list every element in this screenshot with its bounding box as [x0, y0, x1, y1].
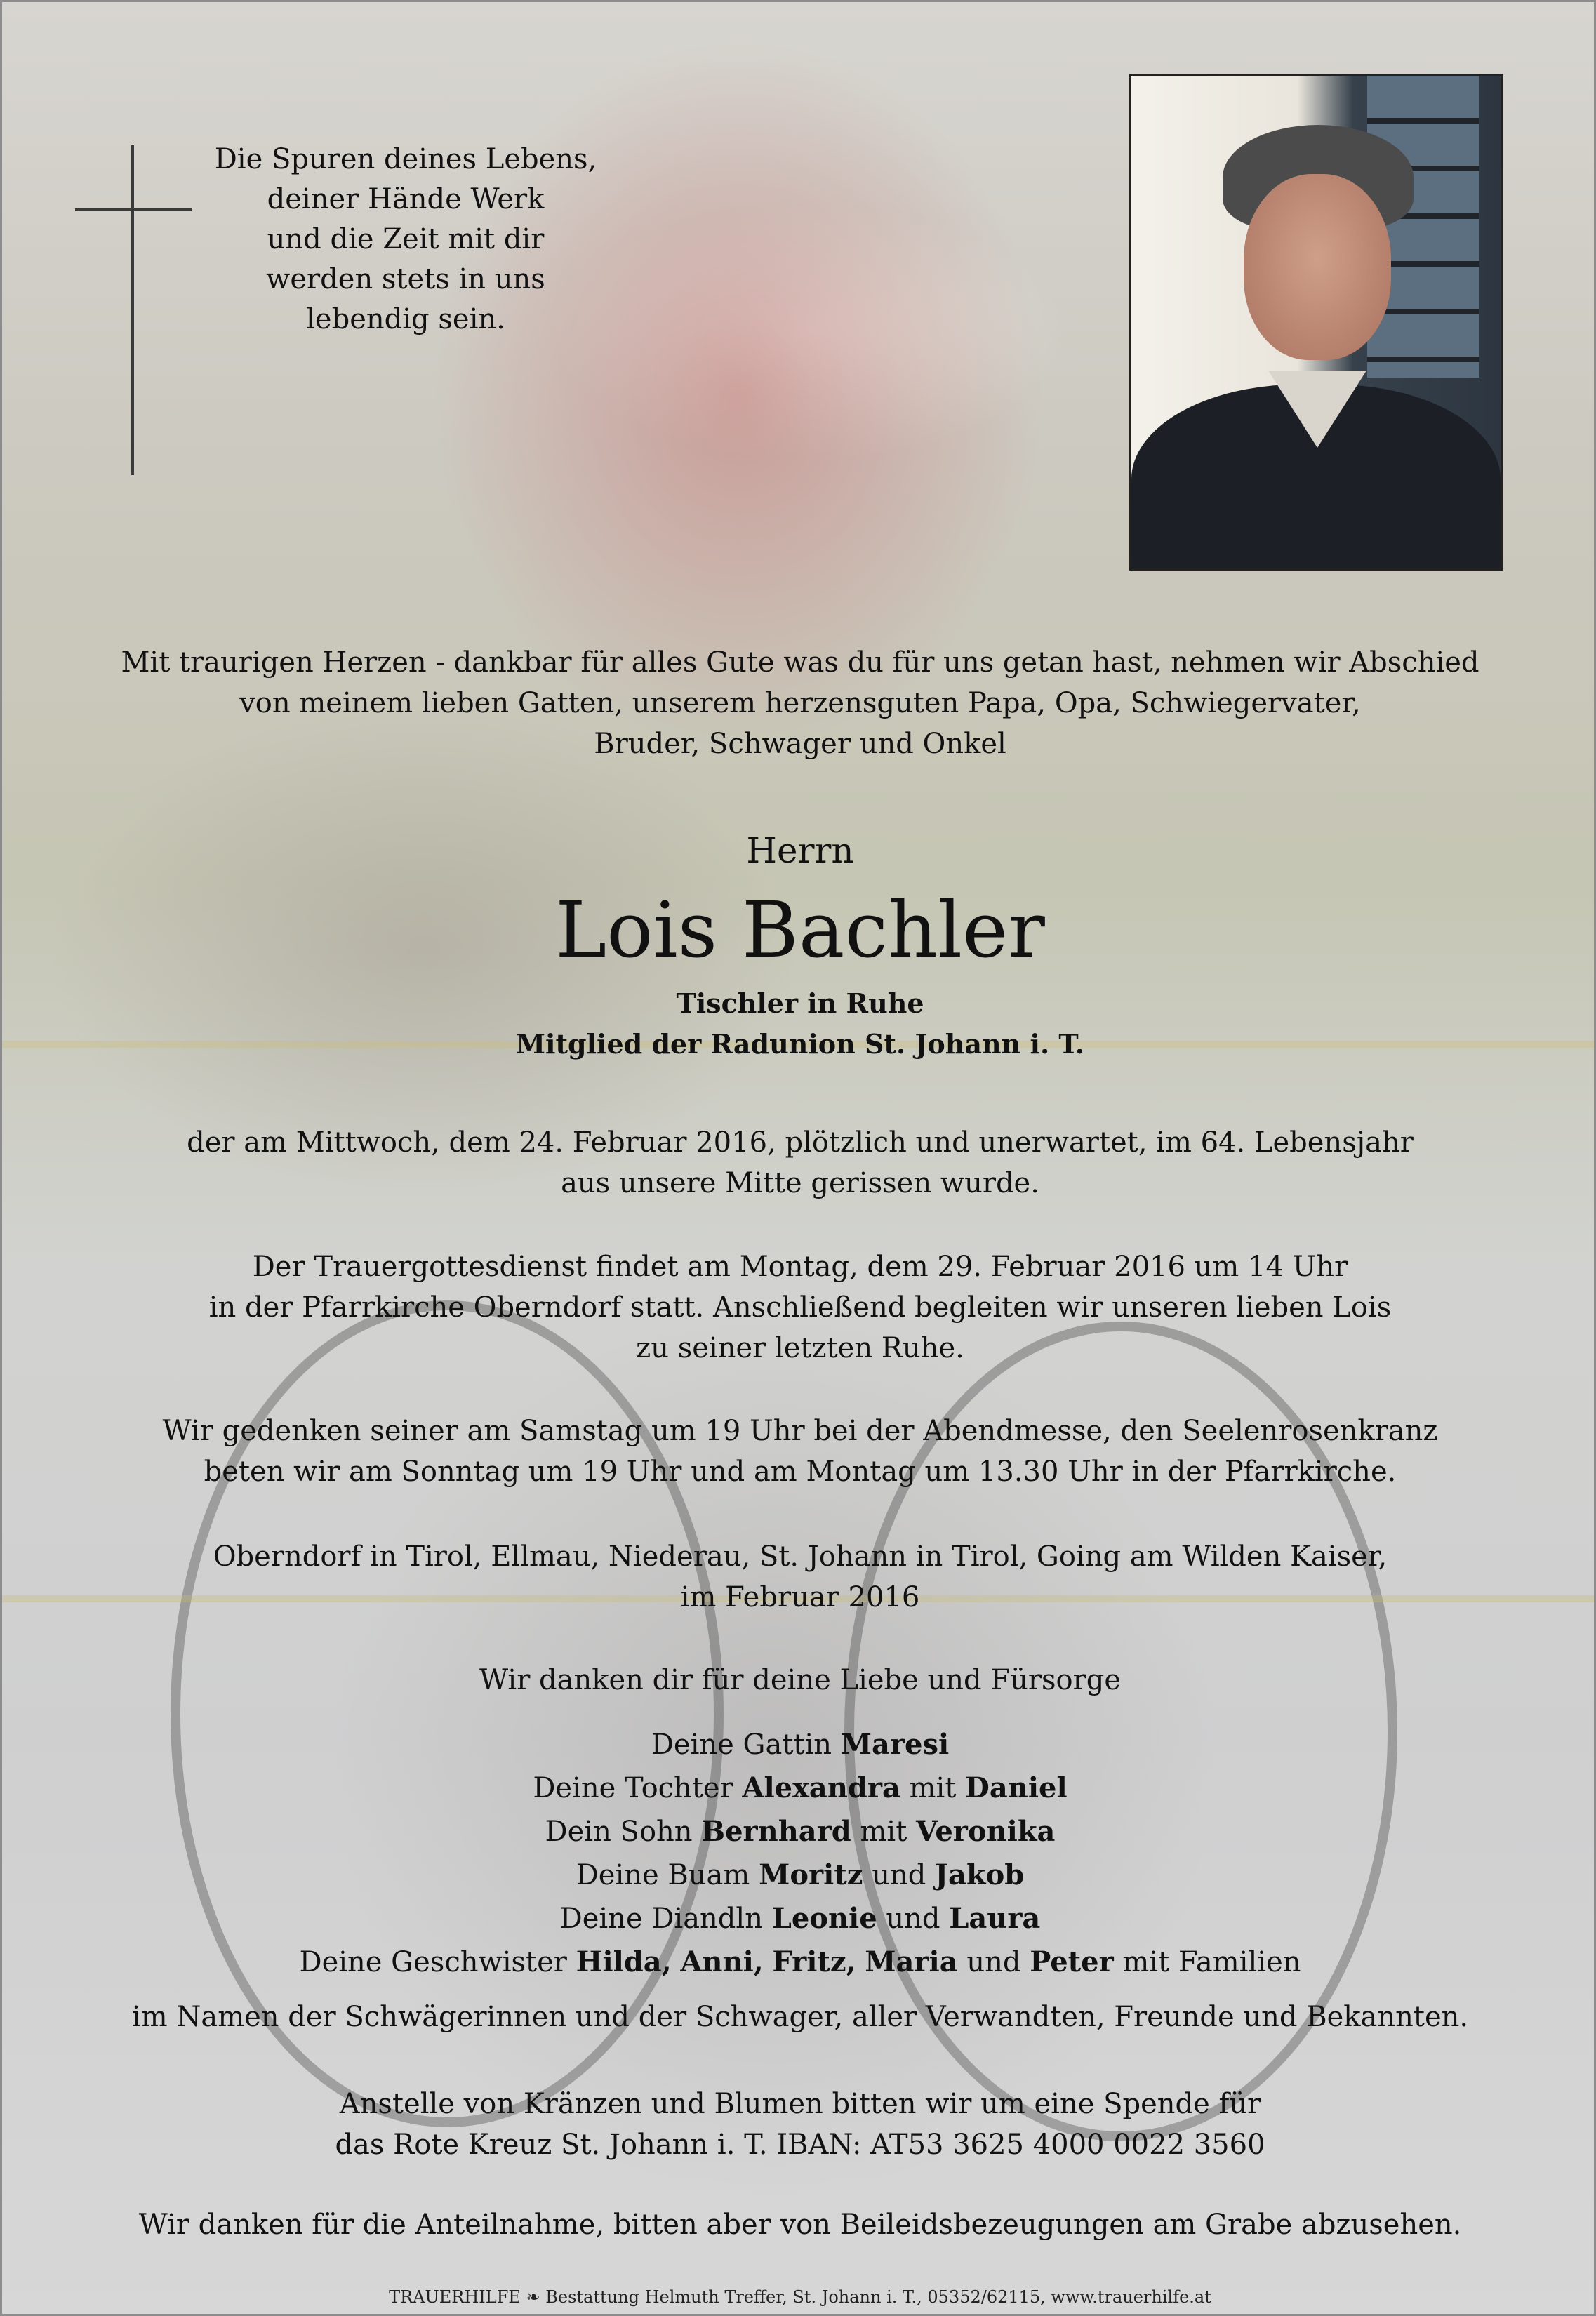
family-separator: mit — [851, 1816, 916, 1848]
poem-line: werden stets in uns — [266, 263, 545, 295]
place-line: Oberndorf in Tirol, Ellmau, Niederau, St. Johann in Tirol, Going am Wilden Kaiser, — [213, 1540, 1388, 1573]
family-member-name: Bernhard — [701, 1815, 851, 1848]
service-line: in der Pfarrkirche Oberndorf statt. Anschließend begleiten wir unseren lieben Lois — [208, 1291, 1392, 1324]
death-line: der am Mittwoch, dem 24. Februar 2016, plötzlich und unerwartet, im 64. Lebensjahr — [187, 1126, 1414, 1159]
family-member-name: Jakob — [935, 1858, 1025, 1891]
family-line — [2, 1941, 1596, 1984]
family-relation: Deine Gattin — [651, 1729, 832, 1761]
family-member-name: Hilda, — [576, 1945, 672, 1978]
family-member-name: Alexandra — [742, 1771, 900, 1804]
prayer-line: beten wir am Sonntag um 19 Uhr und am Montag um 13.30 Uhr in der Pfarrkirche. — [204, 1456, 1397, 1488]
family-relation: Dein Sohn — [545, 1816, 693, 1848]
family-relation: Deine Tochter — [533, 1772, 733, 1804]
poem-line: lebendig sein. — [306, 303, 505, 335]
family-member-name: Laura — [949, 1902, 1041, 1935]
cross-icon — [131, 145, 134, 475]
death-line: aus unsere Mitte gerissen wurde. — [561, 1167, 1039, 1199]
family-relation: Deine Geschwister — [299, 1946, 567, 1978]
deceased-name: Lois Bachler — [555, 885, 1045, 975]
portrait-photo — [1129, 74, 1503, 571]
donation-line: das Rote Kreuz St. Johann i. T. IBAN: AT53 3625 4000 0022 3560 — [335, 2129, 1265, 2161]
footer — [2, 2287, 1596, 2307]
death-notice — [2, 1122, 1596, 1204]
family-line — [2, 1810, 1596, 1854]
intro-line: Mit traurigen Herzen - dankbar für alles Gute was du für uns getan hast, nehmen wir Abschied — [121, 646, 1479, 679]
family-relation: Deine Buam — [576, 1859, 750, 1891]
membership: Mitglied der Radunion St. Johann i. T. — [515, 1028, 1085, 1060]
poem-line: und die Zeit mit dir — [267, 223, 545, 255]
family-member-name: Maresi — [840, 1728, 950, 1761]
family-separator: und — [957, 1946, 1030, 1978]
family-line — [2, 1897, 1596, 1941]
family-member-name: Peter — [1030, 1945, 1114, 1978]
family-member-name: Moritz — [759, 1858, 863, 1891]
family-member-name: Leonie — [771, 1902, 877, 1935]
family-line — [2, 1723, 1596, 1766]
donation-notice — [2, 2084, 1596, 2165]
family-separator: mit — [900, 1772, 966, 1804]
portrait-face — [1244, 174, 1391, 360]
donation-line: Anstelle von Kränzen und Blumen bitten wir um eine Spende für — [339, 2088, 1261, 2120]
family-member-name: Anni, — [680, 1945, 764, 1978]
footer-logo-icon: ❧ — [526, 2287, 540, 2307]
family-member-name: Daniel — [965, 1771, 1068, 1804]
place-date — [2, 1536, 1596, 1618]
family-separator — [856, 1946, 865, 1978]
closing-line: Wir danken für die Anteilnahme, bitten aber von Beileidsbezeugungen am Grabe abzusehen. — [138, 2209, 1462, 2241]
cross-icon-bar — [75, 208, 192, 211]
intro-text — [2, 642, 1596, 764]
prayer-line: Wir gedenken seiner am Samstag um 19 Uhr bei der Abendmesse, den Seelenrosenkranz — [162, 1415, 1438, 1447]
thanks-love: Wir danken dir für deine Liebe und Fürsorge — [479, 1664, 1121, 1696]
family-member-name: Fritz, — [772, 1945, 856, 1978]
family-member-name: Veronika — [915, 1815, 1056, 1848]
family-line — [2, 1854, 1596, 1897]
relatives-line: im Namen der Schwägerinnen und der Schwager, aller Verwandten, Freunde und Bekannten. — [131, 2001, 1469, 2033]
family-member-name: Maria — [865, 1945, 958, 1978]
place-line: im Februar 2016 — [680, 1581, 920, 1613]
family-line — [2, 1766, 1596, 1810]
intro-line: von meinem lieben Gatten, unserem herzensguten Papa, Opa, Schwiegervater, — [239, 687, 1361, 719]
service-line: Der Trauergottesdienst findet am Montag, dem 29. Februar 2016 um 14 Uhr — [252, 1251, 1348, 1283]
family-separator: mit Familien — [1113, 1946, 1301, 1978]
prayer-notice — [2, 1411, 1596, 1492]
footer-brand: TRAUERHILFE — [389, 2287, 521, 2307]
poem-line: deiner Hände Werk — [267, 183, 545, 215]
service-notice — [2, 1246, 1596, 1369]
family-separator — [764, 1946, 773, 1978]
family-separator — [672, 1946, 681, 1978]
service-line: zu seiner letzten Ruhe. — [636, 1332, 964, 1364]
poem-line: Die Spuren deines Lebens, — [214, 143, 597, 175]
family-list — [2, 1723, 1596, 1984]
salutation: Herrn — [746, 830, 854, 871]
footer-text: Bestattung Helmuth Treffer, St. Johann i. T., 05352/62115, www.trauerhilfe.at — [545, 2287, 1211, 2307]
family-separator: und — [863, 1859, 936, 1891]
memorial-poem — [213, 140, 599, 340]
family-separator: und — [877, 1903, 950, 1935]
intro-line: Bruder, Schwager und Onkel — [594, 728, 1006, 760]
family-relation: Deine Diandln — [559, 1903, 763, 1935]
occupation: Tischler in Ruhe — [676, 987, 924, 1019]
